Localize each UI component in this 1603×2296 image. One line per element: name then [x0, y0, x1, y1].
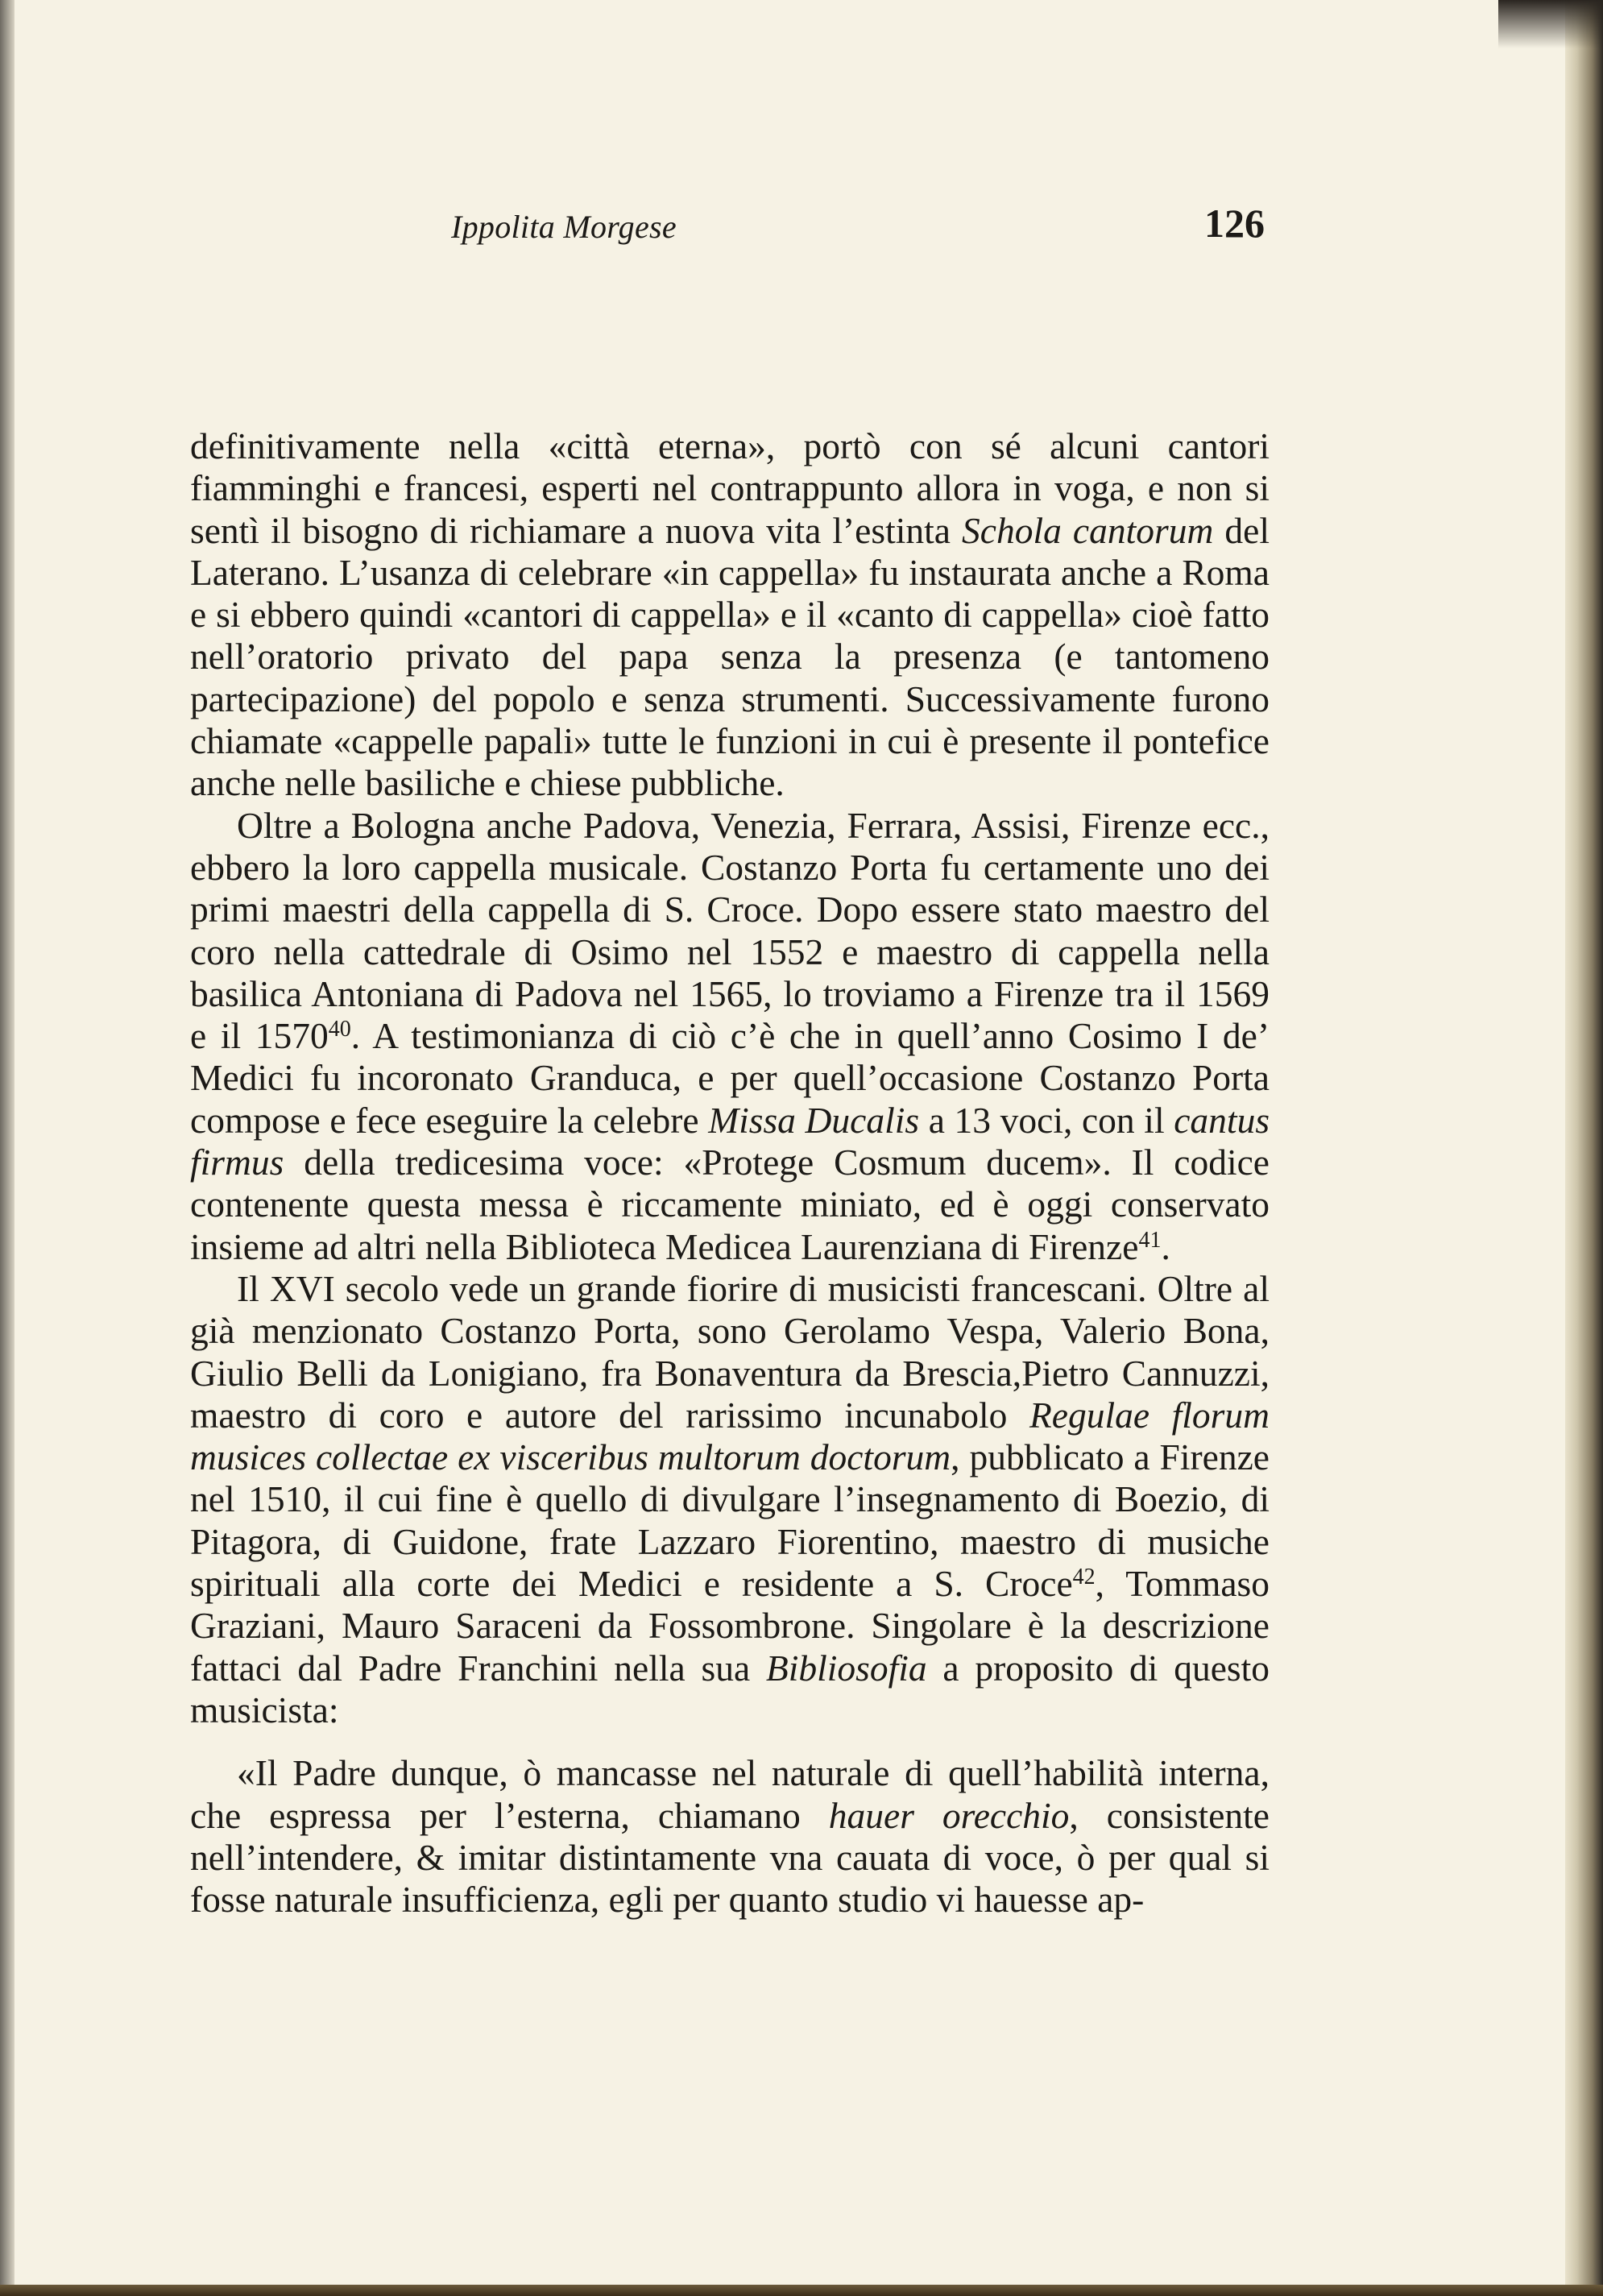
- book-bottom-edge: [0, 2285, 1603, 2296]
- italic-text: Regulae florum musices collectae ex visceribus multorum doctorum: [190, 1394, 1270, 1478]
- text-run: Oltre a Bologna anche Padova, Venezia, Ferrara, Assisi, Firenze ecc., ebbero la loro cappella musicale. Costanzo Porta fu certamente uno dei primi maestri della cappella di S. Croce. Dopo essere stato maestro del coro nella cattedrale di Osimo nel 1552 e maestro di cappella nella basilica Antoniana di Padova nel 1565, lo troviamo a Firenze tra il 1569 e il 1570: [190, 804, 1270, 1057]
- footnote-ref: 41: [1138, 1227, 1162, 1253]
- text-run: , pubblicato a Firenze nel 1510, il cui fine è quello di divulgare l’insegnamento di Boezio, di Pitagora, di Guidone, frate Lazzaro Fiorentino, maestro di musiche spirituali alla corte dei Medici e residente a S. Croce: [190, 1436, 1270, 1605]
- corner-shadow: [1498, 0, 1603, 48]
- running-head-author: Ippolita Morgese: [451, 209, 677, 245]
- text-run: a 13 voci, con il: [919, 1099, 1174, 1141]
- text-run: .: [1161, 1225, 1170, 1267]
- italic-text: cantus firmus: [190, 1099, 1270, 1183]
- running-head: [451, 200, 1265, 256]
- footnote-ref: 42: [1072, 1565, 1096, 1590]
- text-run: Il XVI secolo vede un grande fiorire di musicisti francescani. Oltre al già menzionato Costanzo Porta, sono Gerolamo Vespa, Valerio Bona, Giulio Belli da Lonigiano, fra Bonaventura da Brescia,Pietro Cannuzzi, maestro di coro e autore del rarissimo incunabolo: [190, 1267, 1270, 1436]
- text-run: , consistente nell’intendere, & imitar distintamente vna cauata di voce, ò per qual si fosse naturale insufficienza, egli per quanto studio vi hauesse ap-: [190, 1794, 1270, 1921]
- paragraph: [190, 805, 1270, 1268]
- block-quote: [190, 1752, 1270, 1921]
- italic-text: Schola cantorum: [962, 509, 1214, 551]
- text-run: , Tommaso Graziani, Mauro Saraceni da Fossombrone. Singolare è la descrizione fattaci dal Padre Franchini nella sua: [190, 1563, 1270, 1689]
- text-run: della tredicesima voce: «Protege Cosmum ducem». Il codice contenente questa messa è riccamente miniato, ed è oggi conservato insieme ad altri nella Biblioteca Medicea Laurenziana di Firenze: [190, 1142, 1270, 1267]
- text-run: . A testimonianza di ciò c’è che in quell’anno Cosimo I de’ Medici fu incoronato Granduca, e per quell’occasione Costanzo Porta compose e fece eseguire la celebre: [190, 1015, 1270, 1141]
- text-run: del Laterano. L’usanza di celebrare «in cappella» fu instaurata anche a Roma e si ebbero quindi «cantori di cappella» e il «canto di cappella» cioè fatto nell’oratorio privato del papa senza la presenza (e tantomeno partecipazione) del popolo e senza strumenti. Successivamente furono chiamate «cappelle papali» tutte le funzioni in cui è presente il pontefice anche nelle basiliche e chiese pubbliche.: [190, 509, 1270, 804]
- page-number: 126: [1204, 201, 1265, 246]
- body-text: [190, 425, 1270, 1921]
- text-run: definitivamente nella «città eterna», portò con sé alcuni cantori fiamminghi e francesi, esperti nel contrappunto allora in voga, e non si sentì il bisogno di richiamare a nuova vita l’estinta: [190, 425, 1270, 551]
- left-page-shadow: [0, 0, 14, 2296]
- italic-text: Bibliosofia: [765, 1647, 927, 1689]
- text-run: «Il Padre dunque, ò mancasse nel naturale di quell’habilità interna, che espressa per l’esterna, chiamano: [190, 1752, 1270, 1836]
- paragraph: [190, 1268, 1270, 1731]
- paragraph: [190, 425, 1270, 805]
- footnote-ref: 40: [328, 1017, 351, 1042]
- italic-text: hauer orecchio: [828, 1794, 1070, 1836]
- italic-text: Missa Ducalis: [708, 1099, 920, 1141]
- facing-page-edge: [1565, 0, 1603, 2296]
- text-run: a proposito di questo musicista:: [190, 1647, 1270, 1730]
